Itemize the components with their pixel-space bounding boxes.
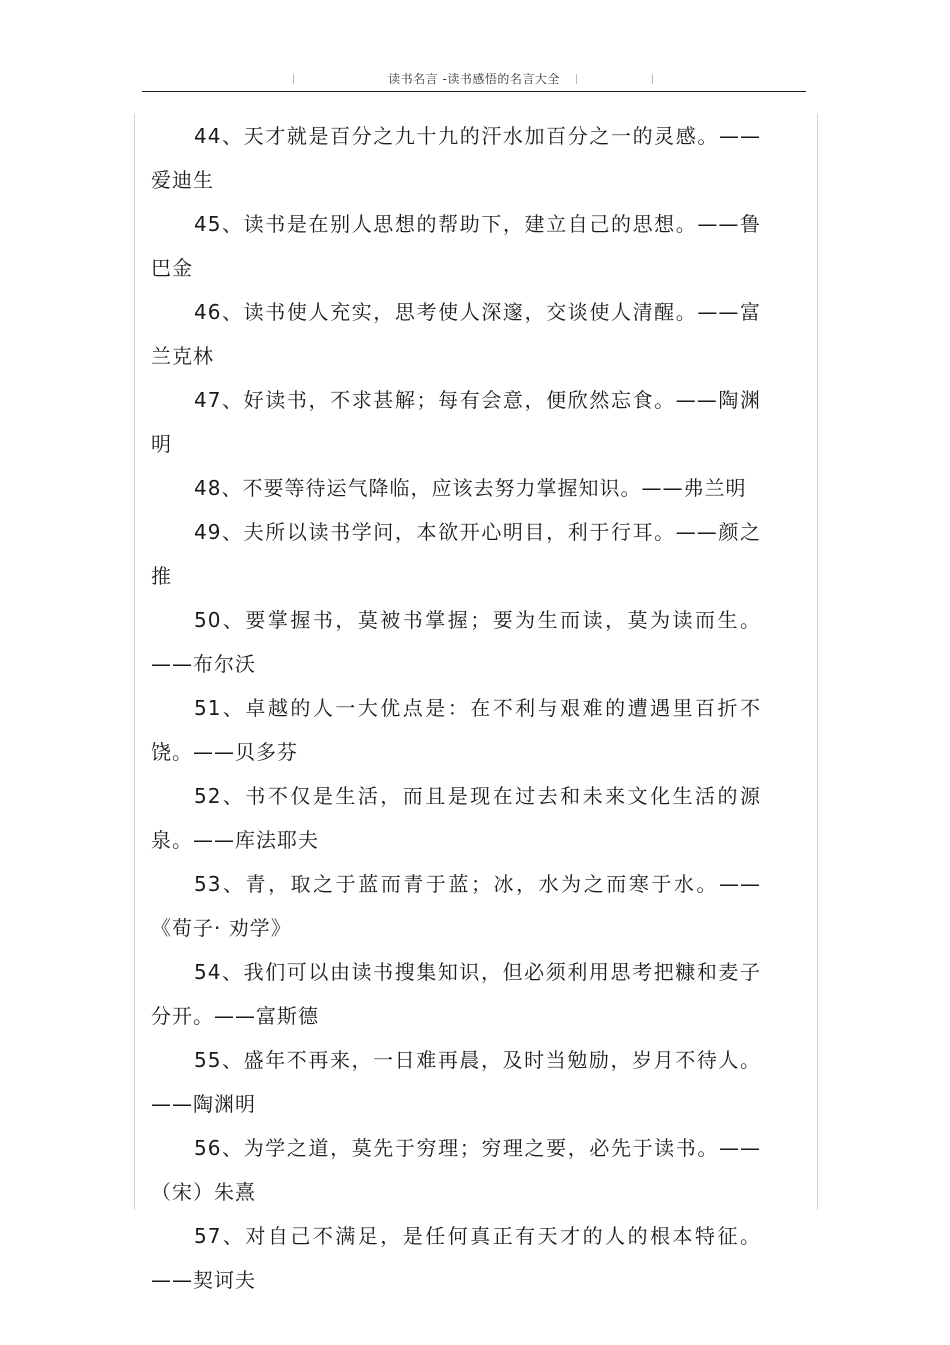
page-header <box>142 62 806 92</box>
quote-44: 44、天才就是百分之九十九的汗水加百分之一的灵感。——爱迪生 <box>151 124 761 192</box>
quote-53: 53、青，取之于蓝而青于蓝；冰，水为之而寒于水。——《荀子· 劝学》 <box>151 872 761 940</box>
quote-52: 52、书不仅是生活，而且是现在过去和未来文化生活的源泉。——库法耶夫 <box>151 784 761 852</box>
quote-56: 56、为学之道，莫先于穷理；穷理之要，必先于读书。——（宋）朱熹 <box>151 1136 761 1204</box>
quote-47: 47、好读书，不求甚解；每有会意，便欣然忘食。——陶渊明 <box>151 388 761 456</box>
quote-49: 49、夫所以读书学问，本欲开心明目，利于行耳。——颜之推 <box>151 520 761 588</box>
quote-46: 46、读书使人充实，思考使人深邃，交谈使人清醒。——富兰克林 <box>151 300 761 368</box>
header-title: 读书名言 -读书感悟的名言大全 <box>388 72 560 86</box>
quote-50: 50、要掌握书，莫被书掌握；要为生而读，莫为读而生。——布尔沃 <box>151 608 761 676</box>
quote-57: 57、对自己不满足，是任何真正有天才的人的根本特征。——契诃夫 <box>151 1224 761 1292</box>
header-divider <box>142 91 806 92</box>
quote-list <box>151 114 761 1302</box>
quote-54: 54、我们可以由读书搜集知识，但必须利用思考把糠和麦子分开。——富斯德 <box>151 960 761 1028</box>
quote-51: 51、卓越的人一大优点是：在不利与艰难的遭遇里百折不饶。——贝多芬 <box>151 696 761 764</box>
quote-48: 48、不要等待运气降临，应该去努力掌握知识。——弗兰明 <box>194 476 747 500</box>
quote-45: 45、读书是在别人思想的帮助下，建立自己的思想。——鲁巴金 <box>151 212 761 280</box>
page-body <box>134 114 818 1292</box>
quote-55: 55、盛年不再来，一日难再晨，及时当勉励，岁月不待人。——陶渊明 <box>151 1048 761 1116</box>
